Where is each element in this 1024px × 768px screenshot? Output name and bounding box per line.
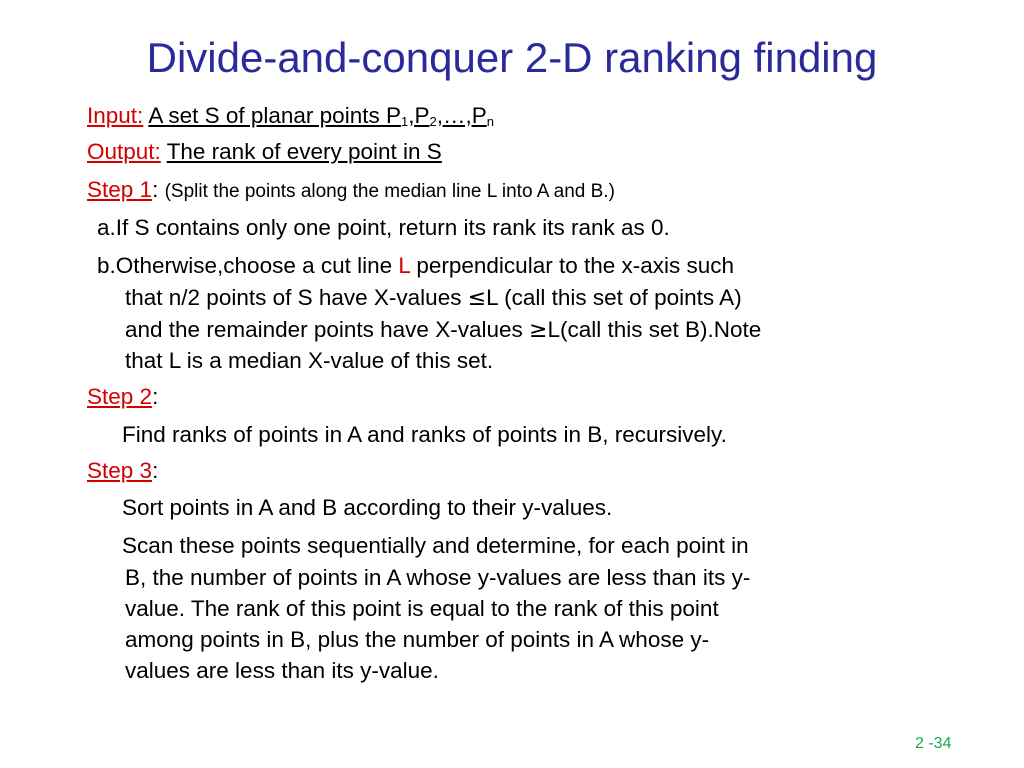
step2-colon: : [152,384,159,409]
le-symbol: ≤ [467,286,487,311]
step3-scan-line-3: value. The rank of this point is equal to the rank of this point [125,596,719,621]
input-label: Input: [87,103,144,128]
step3-sort-text: Sort points in A and B according to their y-values. [122,495,613,520]
input-line [87,100,494,132]
step1-b-line3: and the remainder points have X-values ≥L(call this set B).Note [125,317,762,343]
step3-line [87,455,158,487]
step1-a: a.If S contains only one point, return its rank its rank as 0. [97,215,670,240]
step3-scan-line-5: values are less than its y-value. [125,658,439,683]
step2-text: Find ranks of points in A and ranks of points in B, recursively. [122,422,727,447]
slide-title: Divide-and-conquer 2-D ranking finding [146,34,878,81]
step3-colon: : [152,458,159,483]
ge-symbol: ≥ [529,318,548,343]
step1-note: (Split the points along the median line L into A and B.) [164,181,615,202]
step1-label: Step 1 [87,177,153,202]
step1-line [87,174,615,208]
step1-b-line2: that n/2 points of S have X-values ≤L (call this set of points A) [125,285,742,311]
step1-b-line4: that L is a median X-value of this set. [125,348,494,373]
step3-scan-line-2: B, the number of points in A whose y-values are less than its y- [125,565,751,590]
step3-scan-line-1: Scan these points sequentially and determine, for each point in [122,533,749,558]
cut-line-L: L [398,253,411,278]
output-label: Output: [87,139,161,164]
step3-label: Step 3 [87,458,153,483]
input-text: A set S of planar points $P_1,P_2,\dots,P_n$ [148,103,494,129]
step1-b-line1: b.Otherwise,choose a cut line L perpendicular to the x-axis such [97,253,735,278]
step3-scan-line-4: among points in B, plus the number of points in A whose y- [125,627,710,652]
step2-line [87,381,158,413]
page-number: 2 -34 [915,735,952,752]
step1-colon: : [152,177,159,202]
output-line [87,136,442,168]
output-text: The rank of every point in S [166,139,442,164]
step2-label: Step 2 [87,384,153,409]
